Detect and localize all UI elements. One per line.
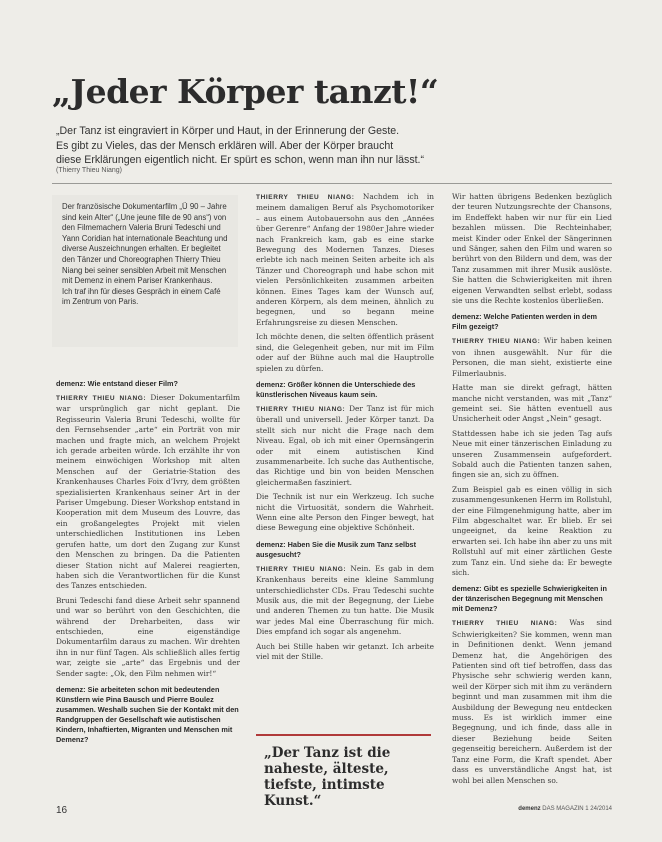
interview-question: demenz: Haben Sie die Musik zum Tanz selbst ausgesucht? xyxy=(256,539,417,559)
speaker-name: THIERRY THIEU NIANG: xyxy=(256,565,347,573)
interview-question: demenz: Wie entstand dieser Film? xyxy=(56,379,178,388)
answer-text: Nachdem ich in meinem damaligen Beruf als Psychomotoriker – aus einem Autobauersohn aus den „Années über Gerenre“ Anfang der 1980er Jahre wieder nach Frankreich kam, gab es eine starke Bewegung des Modernen Tanzes. Dieses erlebte ich nach meinen Seiten arbeite ich als Tänzer und Choreograph und habe schon mit vielen Persönlichkeiten zusammen arbeiten können. Eines Tages kam der Wunsch auf, anderen Körpern, als dem meinen, ähnlich zu begegnen, und so begann meine Erfahrungsreise zu diesen Menschen. xyxy=(256,192,434,327)
footer xyxy=(518,806,612,812)
body-paragraph: Hatte man sie direkt gefragt, hätten manche nicht verstanden, was mit „Tanz“ gemeint sei. Sie hätten eventuell aus Unsicherheit oder Angst „Nein“ gesagt. xyxy=(452,383,612,424)
answer-text: Der Tanz ist für mich überall und universell. Jeder Körper tanzt. Da stellt sich nur nicht die Frage nach dem Niveau. Egal, ob ich mit einer Opernsängerin oder mit einem autistischen Kind zusammenarbeite. Ich suche das Authentische, das Richtige und bin von beiden Menschen gleichermaßen fasziniert. xyxy=(256,403,434,487)
interview-question: demenz: Gibt es spezielle Schwierigkeiten in der tänzerischen Begegnung mit Menschen mit Demenz? xyxy=(452,584,607,614)
body-paragraph: Zum Beispiel gab es einen völlig in sich zusammengesunkenen Herrn im Rollstuhl, der eine Filmgenehmigung hatte, aber im Film abgeschaltet war. Er blieb. Er sei ungeeignet, da keine Reaktion zu erwarten sei. Ich habe ihn aber zu uns mit Rollstuhl auf mit einer zärtlichen Geste zum Tanz ein. Und siehe da: Er bewegte sich. xyxy=(452,484,612,577)
interview-answer xyxy=(56,393,240,592)
pullquote: „Der Tanz ist die naheste, älteste, tiefste, intimste Kunst.“ xyxy=(264,745,391,809)
footer-brand: demenz xyxy=(518,806,541,812)
answer-text: Wir haben keinen von ihnen ausgewählt. Nur für die Personen, die man sieht, existierte eine Filmerlaubnis. xyxy=(452,336,612,378)
lead-credit: (Thierry Thieu Niang) xyxy=(56,167,123,174)
answer-text: Nein. Es gab in dem Krankenhaus bereits eine kleine Sammlung unterschiedlichster CDs. Frau Tedeschi suchte Musik aus, die mit der Begegnung, der Liebe und anderen Themen zu tun hatte. Die Musik war jedes Mal eine Überraschung für mich. Dies empfand ich sogar als angenehm. xyxy=(256,563,434,637)
speaker-name: THIERRY THIEU NIANG: xyxy=(452,620,558,628)
lead-quote xyxy=(56,124,576,168)
lead-line: „Der Tanz ist eingraviert in Körper und Haut, in der Erinnerung der Geste. xyxy=(56,125,400,137)
body-paragraph: Wir hatten übrigens Bedenken bezüglich der teuren Nutzungsrechte der Chansons, im Endeffekt haben wir nur für ein Lied bezahlen müssen. Die Rechteinhaber, meist Kinder oder Enkel der Sängerinnen und Sänger, sahen den Film und waren so berührt von den Bildern und dem, was der Tanz zusammen mit ihrer Musik auslöste. Sie hatten die Schwierigkeiten mit ihren eigenen Verwandten selbst erlebt, sodass sie uns die Rechte kostenlos überließen. xyxy=(452,192,612,306)
speaker-name: THIERRY THIEU NIANG: xyxy=(256,405,346,413)
interview-answer xyxy=(452,336,612,379)
lead-line: diese Erklärungen eigentlich nicht. Er spürt es schon, wenn man ihn nur lässt.“ xyxy=(56,154,425,166)
speaker-name: THIERRY THIEU NIANG: xyxy=(452,338,541,346)
pullquote-rule xyxy=(256,734,431,736)
headline: „Jeder Körper tanzt!“ xyxy=(52,72,439,111)
answer-text: Dieser Dokumentarfilm war ursprünglich gar nicht geplant. Die Regisseurin Valeria Bruni Tedeschi, wollte für den Fernsehsender „arte“ ein Porträt von mir machen und fragte mich, an welchem Projekt ich gerade arbeiten würde. Ich erzählte ihr von meinem einwöchigen Workshop mit alten Menschen auf der Geriatrie-Station des Krankenhauses Charles Foix d’Ivry, dem größten spezialisierten Krankenhaus seiner Art in der Pariser Umgebung. Dieser Workshop entstand in Kooperation mit dem Museum des Louvre, das ein großangelegtes Projekt mit vielen unterschiedlichen Institutionen ins Leben gerufen hatte, um dort den Zugang zur Kunst den Menschen zu bringen. Da die Patienten dieser Station nicht auf Malerei reagierten, haben sich die Verantwortlichen für die Kunst des Tanzes entschieden. xyxy=(56,393,240,591)
article-column-3 xyxy=(452,192,612,797)
speaker-name: THIERRY THIEU NIANG: xyxy=(256,194,355,201)
interview-question: demenz: Welche Patienten werden in dem Film gezeigt? xyxy=(452,312,598,332)
interview-question: demenz: Größer können die Unterschiede des künstlerischen Niveaus kaum sein. xyxy=(256,379,416,399)
intro-paragraph: Ich traf ihn für dieses Gespräch in einem Café im Zentrum von Paris. xyxy=(62,286,221,307)
footer-issue: DAS MAGAZIN 1 24/2014 xyxy=(542,806,612,812)
article-column-2 xyxy=(256,192,434,722)
body-paragraph: Auch bei Stille haben wir getanzt. Ich arbeite viel mit der Stille. xyxy=(256,641,434,662)
body-paragraph: Ich möchte denen, die selten öffentlich präsent sind, die Gelegenheit geben, nur mit im Film oder auf der Bühne auch mal die Hauptrolle spielen zu dürfen. xyxy=(256,332,434,373)
body-paragraph: Stattdessen habe ich sie jeden Tag aufs Neue mit einer tänzerischen Einladung zu unseren Zusammensein aufgefordert. Sobald auch die Patienten tanzen sahen, fingen sie an, sich zu öffnen. xyxy=(452,428,612,480)
interview-answer xyxy=(256,192,434,328)
answer-text: Was sind Schwierigkeiten? Sie kommen, wenn man in Definitionen denkt. Wenn jemand Demenz hat, die Angehörigen des Patienten sind oft tief betroffen, dass das Physische sehr schwierig werden kann, weil der Körper sich mit ihm zu verändern beginnt und man zusammen mit ihm die Ausbildung der Bewegung neu entdecken muss. Es ist wirklich immer eine Begegnung, und ich finde, dass alle in dieser Beziehung beide Seiten gegenseitig bereichern. Außerdem ist der Tanz eine Form, die Kraft spendet. Aber dass es unverständliche Angst hat, ist wohl bei allen Menschen so. xyxy=(452,618,612,785)
intro-paragraph: Der französische Dokumentarfilm „Ü 90 – Jahre sind kein Alter“ („Une jeune fille de 90 ans“) von den Filmemachern Valeria Bruni Tedeschi und Yann Coridian hat internationale Beachtung und diverse Auszeichnungen erhalten. Er begleitet den Tänzer und Choreographen Thierry Thieu Niang bei seiner sensiblen Arbeit mit Menschen mit Demenz in einem Pariser Krankenhaus. xyxy=(62,202,228,286)
body-paragraph: Die Technik ist nur ein Werkzeug. Ich suche nicht die Virtuosität, sondern die Wahrheit. Wenn eine alte Person den Finger bewegt, hat diese Bewegung eine objektive Schönheit. xyxy=(256,492,434,533)
speaker-name: THIERRY THIEU NIANG: xyxy=(56,395,147,402)
interview-answer xyxy=(256,404,434,488)
article-column-1 xyxy=(56,373,240,798)
lead-line: Es gibt zu Vieles, das der Mensch erklären will. Aber der Körper braucht xyxy=(56,139,394,152)
interview-question: demenz: Sie arbeiteten schon mit bedeutenden Künstlern wie Pina Bausch und Pierre Boulez zusammen. Weshalb suchen Sie der Kontakt mit den Randgruppen der Gesellschaft wie autistischen Kindern, Inhaftierten, Migranten und Menschen mit Demenz? xyxy=(56,684,239,744)
interview-answer xyxy=(452,618,612,786)
interview-answer xyxy=(256,564,434,638)
page-number: 16 xyxy=(56,805,68,816)
body-paragraph: Bruni Tedeschi fand diese Arbeit sehr spannend und war so berührt von den Geschichten, die während der Dreharbeiten, dass wir entschieden, eine eigenständige Dokumentarfilm daraus zu machen. Wir drehten ihn in nur fünf Tagen. Als schließlich alles fertig war, zeigte sie „arte“ das Ergebnis und der Sender sagte: „Ok, den Film nehmen wir!“ xyxy=(56,595,240,678)
divider xyxy=(52,183,612,184)
intro-text xyxy=(62,202,230,308)
